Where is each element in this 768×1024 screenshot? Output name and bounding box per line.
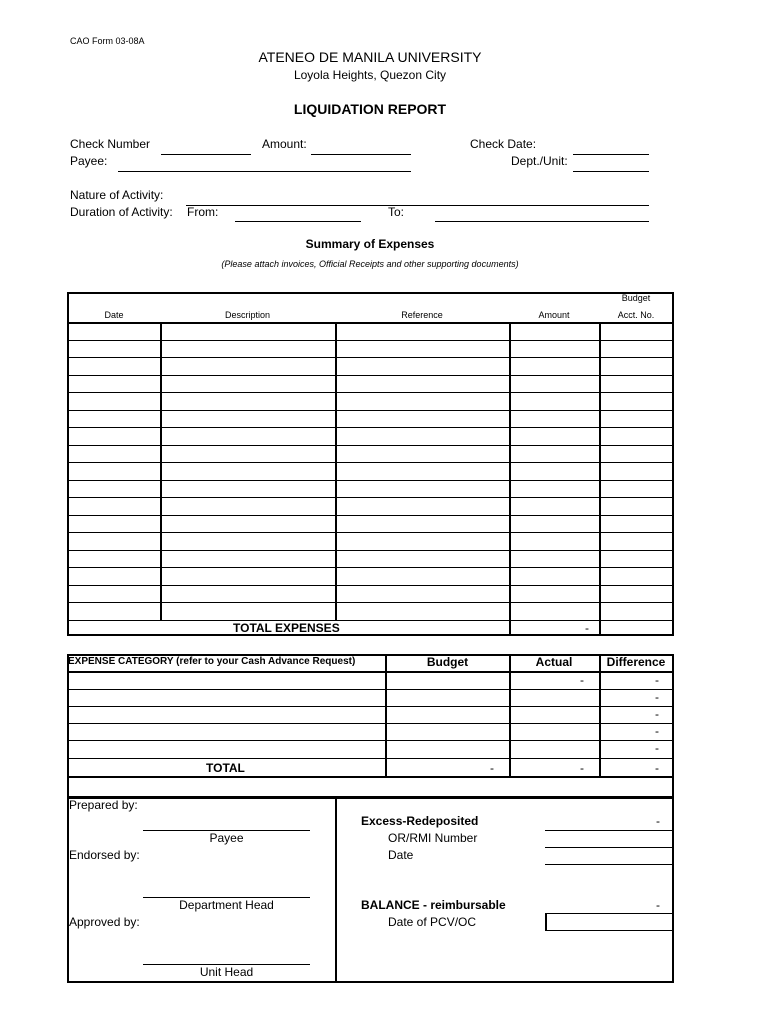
table-row-line — [68, 480, 673, 481]
table-row-line — [68, 602, 673, 603]
category-row-line — [68, 723, 673, 724]
col-amount: Amount — [538, 310, 570, 320]
category-actual-cell: - — [580, 673, 584, 687]
amount-field[interactable] — [311, 154, 411, 155]
category-total-actual: - — [580, 761, 584, 775]
table-row-line — [68, 567, 673, 568]
category-row-line — [68, 689, 673, 690]
dept-head-label: Department Head — [179, 898, 274, 912]
table-row-line — [68, 410, 673, 411]
pcv-date-label: Date of PCV/OC — [388, 915, 477, 929]
table-column-line — [599, 322, 601, 636]
reimbursable-label: BALANCE - reimbursable — [361, 898, 506, 912]
col-budget-bottom: Acct. No. — [617, 310, 655, 320]
university-address: Loyola Heights, Quezon City — [293, 68, 447, 82]
category-difference-cell: - — [655, 673, 659, 687]
dept-unit-label: Dept./Unit: — [511, 154, 568, 168]
category-difference-cell: - — [655, 707, 659, 721]
category-row-line — [68, 758, 673, 759]
total-expenses-amount: - — [585, 621, 589, 635]
category-total-label: TOTAL — [206, 761, 245, 775]
table-row-line — [68, 340, 673, 341]
category-row-line — [68, 706, 673, 707]
excess-date-label: Date — [388, 848, 414, 862]
table-row-line — [68, 357, 673, 358]
check-number-label: Check Number — [70, 137, 151, 151]
summary-title: Summary of Expenses — [305, 237, 435, 251]
or-rmi-field[interactable] — [545, 847, 674, 848]
reimbursable-value: - — [656, 898, 660, 912]
category-difference-cell: - — [655, 741, 659, 755]
pcv-date-field[interactable] — [545, 913, 674, 931]
check-date-label: Check Date: — [470, 137, 537, 151]
from-field[interactable] — [235, 221, 361, 222]
summary-note: (Please attach invoices, Official Receipts and other supporting documents) — [221, 259, 519, 269]
to-label: To: — [388, 205, 405, 219]
payee-field[interactable] — [118, 171, 411, 172]
table-row-line — [68, 497, 673, 498]
table-row-line — [68, 392, 673, 393]
category-column-line — [385, 655, 387, 776]
table-row-line — [68, 532, 673, 533]
table-column-line — [335, 322, 337, 620]
table-row-line — [68, 550, 673, 551]
col-date: Date — [104, 310, 124, 320]
table-row-line — [68, 445, 673, 446]
from-label: From: — [187, 205, 219, 219]
category-difference-cell: - — [655, 690, 659, 704]
nature-field[interactable] — [186, 205, 649, 206]
category-col-difference: Difference — [606, 655, 666, 669]
dept-unit-field[interactable] — [573, 171, 649, 172]
table-header-divider — [68, 322, 673, 324]
duration-label: Duration of Activity: — [70, 205, 173, 219]
category-difference-cell: - — [655, 724, 659, 738]
prepared-by-label: Prepared by: — [69, 798, 138, 812]
category-row-line — [68, 740, 673, 741]
excess-label: Excess-Redeposited — [361, 814, 479, 828]
total-expenses-label: TOTAL EXPENSES — [233, 621, 340, 635]
category-col-actual: Actual — [535, 655, 573, 669]
check-date-field[interactable] — [573, 154, 649, 155]
form-code: CAO Form 03-08A — [70, 36, 145, 46]
to-field[interactable] — [435, 221, 649, 222]
category-total-divider — [68, 776, 673, 778]
table-row-line — [68, 427, 673, 428]
col-budget-top: Budget — [621, 293, 651, 303]
table-column-line — [509, 322, 511, 636]
amount-label: Amount: — [262, 137, 307, 151]
category-col-budget: Budget — [426, 655, 469, 669]
table-row-line — [68, 462, 673, 463]
excess-value: - — [656, 814, 660, 828]
col-description: Description — [224, 310, 271, 320]
payee-label: Payee: — [70, 154, 108, 168]
category-total-difference: - — [655, 761, 659, 775]
university-name: ATENEO DE MANILA UNIVERSITY — [258, 49, 482, 65]
excess-date-field[interactable] — [545, 864, 674, 865]
col-reference: Reference — [401, 310, 443, 320]
category-header: EXPENSE CATEGORY (refer to your Cash Advance Request) — [68, 656, 356, 667]
table-row-line — [68, 585, 673, 586]
page-title: LIQUIDATION REPORT — [293, 101, 447, 117]
table-row-line — [68, 515, 673, 516]
or-rmi-label: OR/RMI Number — [388, 831, 478, 845]
payee-signature-label: Payee — [209, 831, 244, 845]
nature-label: Nature of Activity: — [70, 188, 164, 202]
table-column-line — [160, 322, 162, 620]
category-total-budget: - — [490, 761, 494, 775]
endorsed-by-label: Endorsed by: — [69, 848, 140, 862]
table-row-line — [68, 375, 673, 376]
unit-head-label: Unit Head — [199, 965, 254, 979]
approved-by-label: Approved by: — [69, 915, 140, 929]
check-number-field[interactable] — [161, 154, 251, 155]
